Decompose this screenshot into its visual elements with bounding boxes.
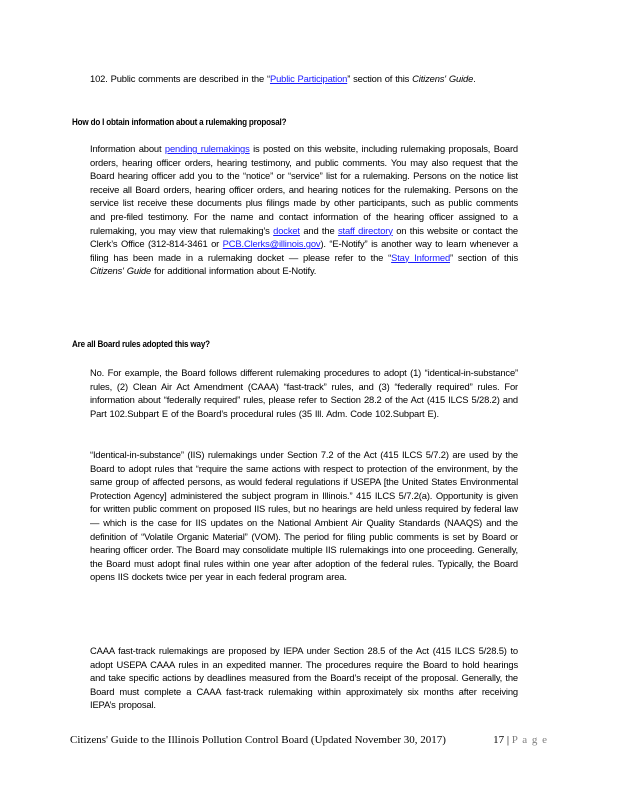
paragraph-obtain-information [90, 142, 518, 278]
link-public-participation[interactable]: Public Participation [269, 73, 348, 84]
heading-all-rules-adopted: Are all Board rules adopted this way? [72, 338, 210, 349]
page-word: P a g e [511, 734, 548, 746]
text-run: 102. Public comments are described in the “ [90, 73, 270, 84]
text-run: for additional information about E-Notify. [151, 265, 317, 277]
footer-page-number [493, 734, 548, 746]
paragraph-public-comments [90, 72, 518, 86]
text-run: and the [299, 224, 338, 236]
footer-title: Citizens' Guide to the Illinois Pollution Control Board (Updated November 30, 2017) [70, 734, 446, 746]
paragraph-caaa-fast-track: CAAA fast-track rulemakings are proposed by IEPA under Section 28.5 of the Act (415 ILCS 5/28.5) to adopt USEPA CAAA rules in an expedited manner. The procedures require the Board to hold hearings and take specific actions by deadlines measured from the Board’s receipt of the proposal. Generally, the Board must complete a CAAA fast-track rulemaking within approximately six months after receiving IEPA’s proposal. [90, 645, 518, 711]
text-run: . [473, 73, 476, 84]
text-run: ). “E-Notify” is another way to learn whenever a filing has been made in a rulemaking docket — please refer to the “ [90, 238, 518, 263]
link-stay-informed[interactable]: Stay Informed [391, 251, 451, 263]
page-number: 17 [493, 734, 505, 746]
text-run: is posted on this website, including rulemaking proposals, Board orders, hearing officer orders, hearing testimony, and public comments. You may also request that the Board hearing officer add you to the “notice” or “service” list for a rulemaking. Persons on the notice list receive all Board orders, hearing officer orders, and hearing notices for the rulemaking. Persons on the service list receive these documents plus filings made by other participants, such as public comments and pre-filed testimony. For the name and contact information of the hearing officer assigned to a rulemaking, you may view that rulemaking’s [90, 143, 518, 236]
link-staff-directory[interactable]: staff directory [337, 224, 393, 236]
page-footer [70, 734, 548, 750]
citizens-guide-italic: Citizens' Guide [412, 73, 474, 84]
text-run: ” section of this [347, 73, 413, 84]
page-separator: | [504, 734, 512, 746]
citizens-guide-italic: Citizens' Guide [90, 265, 152, 277]
paragraph-identical-in-substance: “Identical-in-substance” (IIS) rulemakings under Section 7.2 of the Act (415 ILCS 5/7.2) are used by the Board to adopt rules that “require the same actions with respect to protection of the environment, by the same group of affected persons, as would federal regulations if USEPA [the United States Environmental Protection Agency] administered the subject program in Illinois.” 415 ILCS 5/7.2(a). Opportunity is given for written public comment on proposed IIS rules, but no hearings are held unless required by federal law — which is the case for IIS updates on the National Ambient Air Quality Standards (NAAQS) and the definition of “Volatile Organic Material” (VOM). The period for filing public comments is set by Board or hearing officer order. The Board may consolidate multiple IIS rulemakings into one proceeding. Generally, the Board must adopt final rules within one year after adoption of the federal rules. Typically, the Board opens IIS dockets twice per year in each federal program area. [90, 449, 518, 583]
text-run: on this website or contact the Clerk’s Office (312-814-3461 or [90, 224, 518, 250]
text-run: ” section of this [450, 251, 518, 263]
link-docket[interactable]: docket [273, 224, 300, 236]
link-clerk-email[interactable]: PCB.Clerks@illinois.gov [222, 238, 321, 250]
text-run: Information about [90, 143, 165, 154]
heading-obtain-information: How do I obtain information about a rulemaking proposal? [72, 116, 287, 127]
link-pending-rulemakings[interactable]: pending rulemakings [164, 143, 250, 154]
paragraph-different-procedures: No. For example, the Board follows different rulemaking procedures to adopt (1) “identical-in-substance” rules, (2) Clean Air Act Amendment (CAAA) “fast-track” rules, and (3) “federally required” rules. For information about “federally required” rules, please refer to Section 28.2 of the Act (415 ILCS 5/28.2) and Part 102.Subpart E of the Board’s procedural rules (35 Ill. Adm. Code 102.Subpart E). [90, 367, 518, 419]
